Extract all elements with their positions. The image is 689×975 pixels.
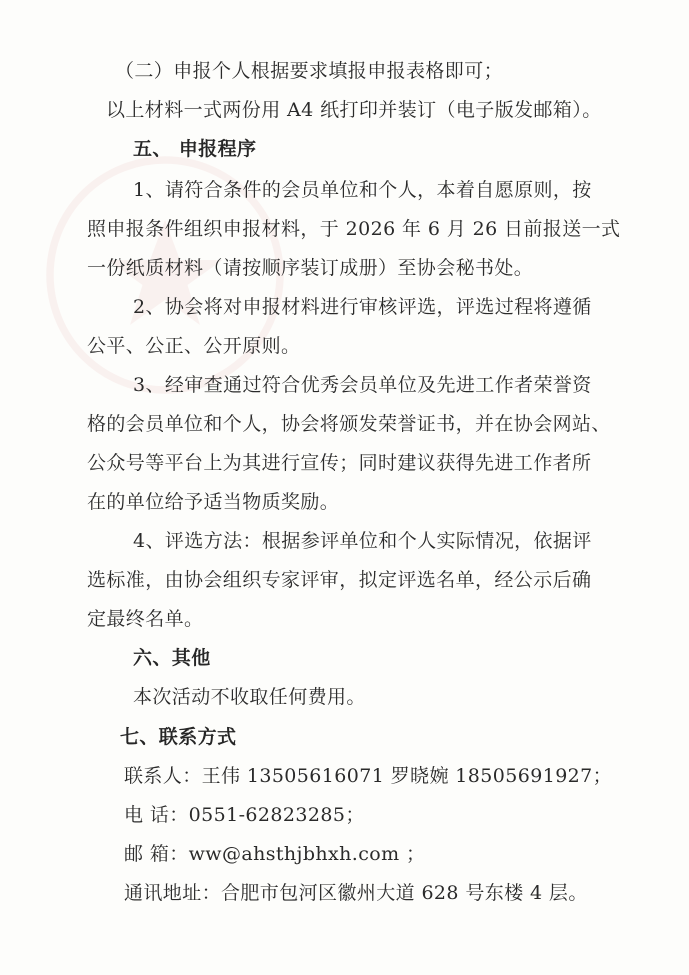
- text-line: 1、请符合条件的会员单位和个人，本着自愿原则，按: [133, 179, 592, 201]
- text-line: 3、经审查通过符合优秀会员单位及先进工作者荣誉资: [133, 374, 592, 396]
- email-line: 邮 箱：ww@ahsthjbhxh.com ；: [124, 843, 426, 865]
- text-line: 公平、公正、公开原则。: [87, 335, 301, 357]
- text-line: 公众号等平台上为其进行宣传；同时建议获得先进工作者所: [87, 452, 592, 474]
- text-line: 选标准，由协会组织专家评审，拟定评选名单，经公示后确: [87, 569, 592, 591]
- address-line: 通讯地址：合肥市包河区徽州大道 628 号东楼 4 层。: [124, 882, 588, 904]
- text-line: 定最终名单。: [87, 608, 204, 630]
- contact-person-line: 联系人：王伟 13505616071 罗晓婉 18505691927；: [124, 765, 613, 787]
- text-line: 本次活动不收取任何费用。: [133, 686, 366, 708]
- text-line: 一份纸质材料（请按顺序装订成册）至协会秘书处。: [87, 257, 534, 279]
- text-line: 2、协会将对申报材料进行审核评选，评选过程将遵循: [133, 296, 592, 318]
- text-line: 以上材料一式两份用 A4 纸打印并装订（电子版发邮箱）。: [106, 99, 602, 121]
- text-line: 4、评选方法：根据参评单位和个人实际情况，依据评: [133, 530, 592, 552]
- section-heading-6: 六、其他: [133, 647, 211, 669]
- section-heading-7: 七、联系方式: [120, 726, 237, 748]
- section-heading-5: 五、 申报程序: [133, 138, 257, 160]
- text-line: 在的单位给予适当物质奖励。: [87, 491, 340, 513]
- text-line: 照申报条件组织申报材料，于 2026 年 6 月 26 日前报送一式: [87, 218, 621, 240]
- text-line: 格的会员单位和个人，协会将颁发荣誉证书，并在协会网站、: [87, 413, 611, 435]
- text-line: （二）申报个人根据要求填报申报表格即可；: [115, 60, 504, 82]
- phone-line: 电 话：0551-62823285；: [124, 804, 365, 826]
